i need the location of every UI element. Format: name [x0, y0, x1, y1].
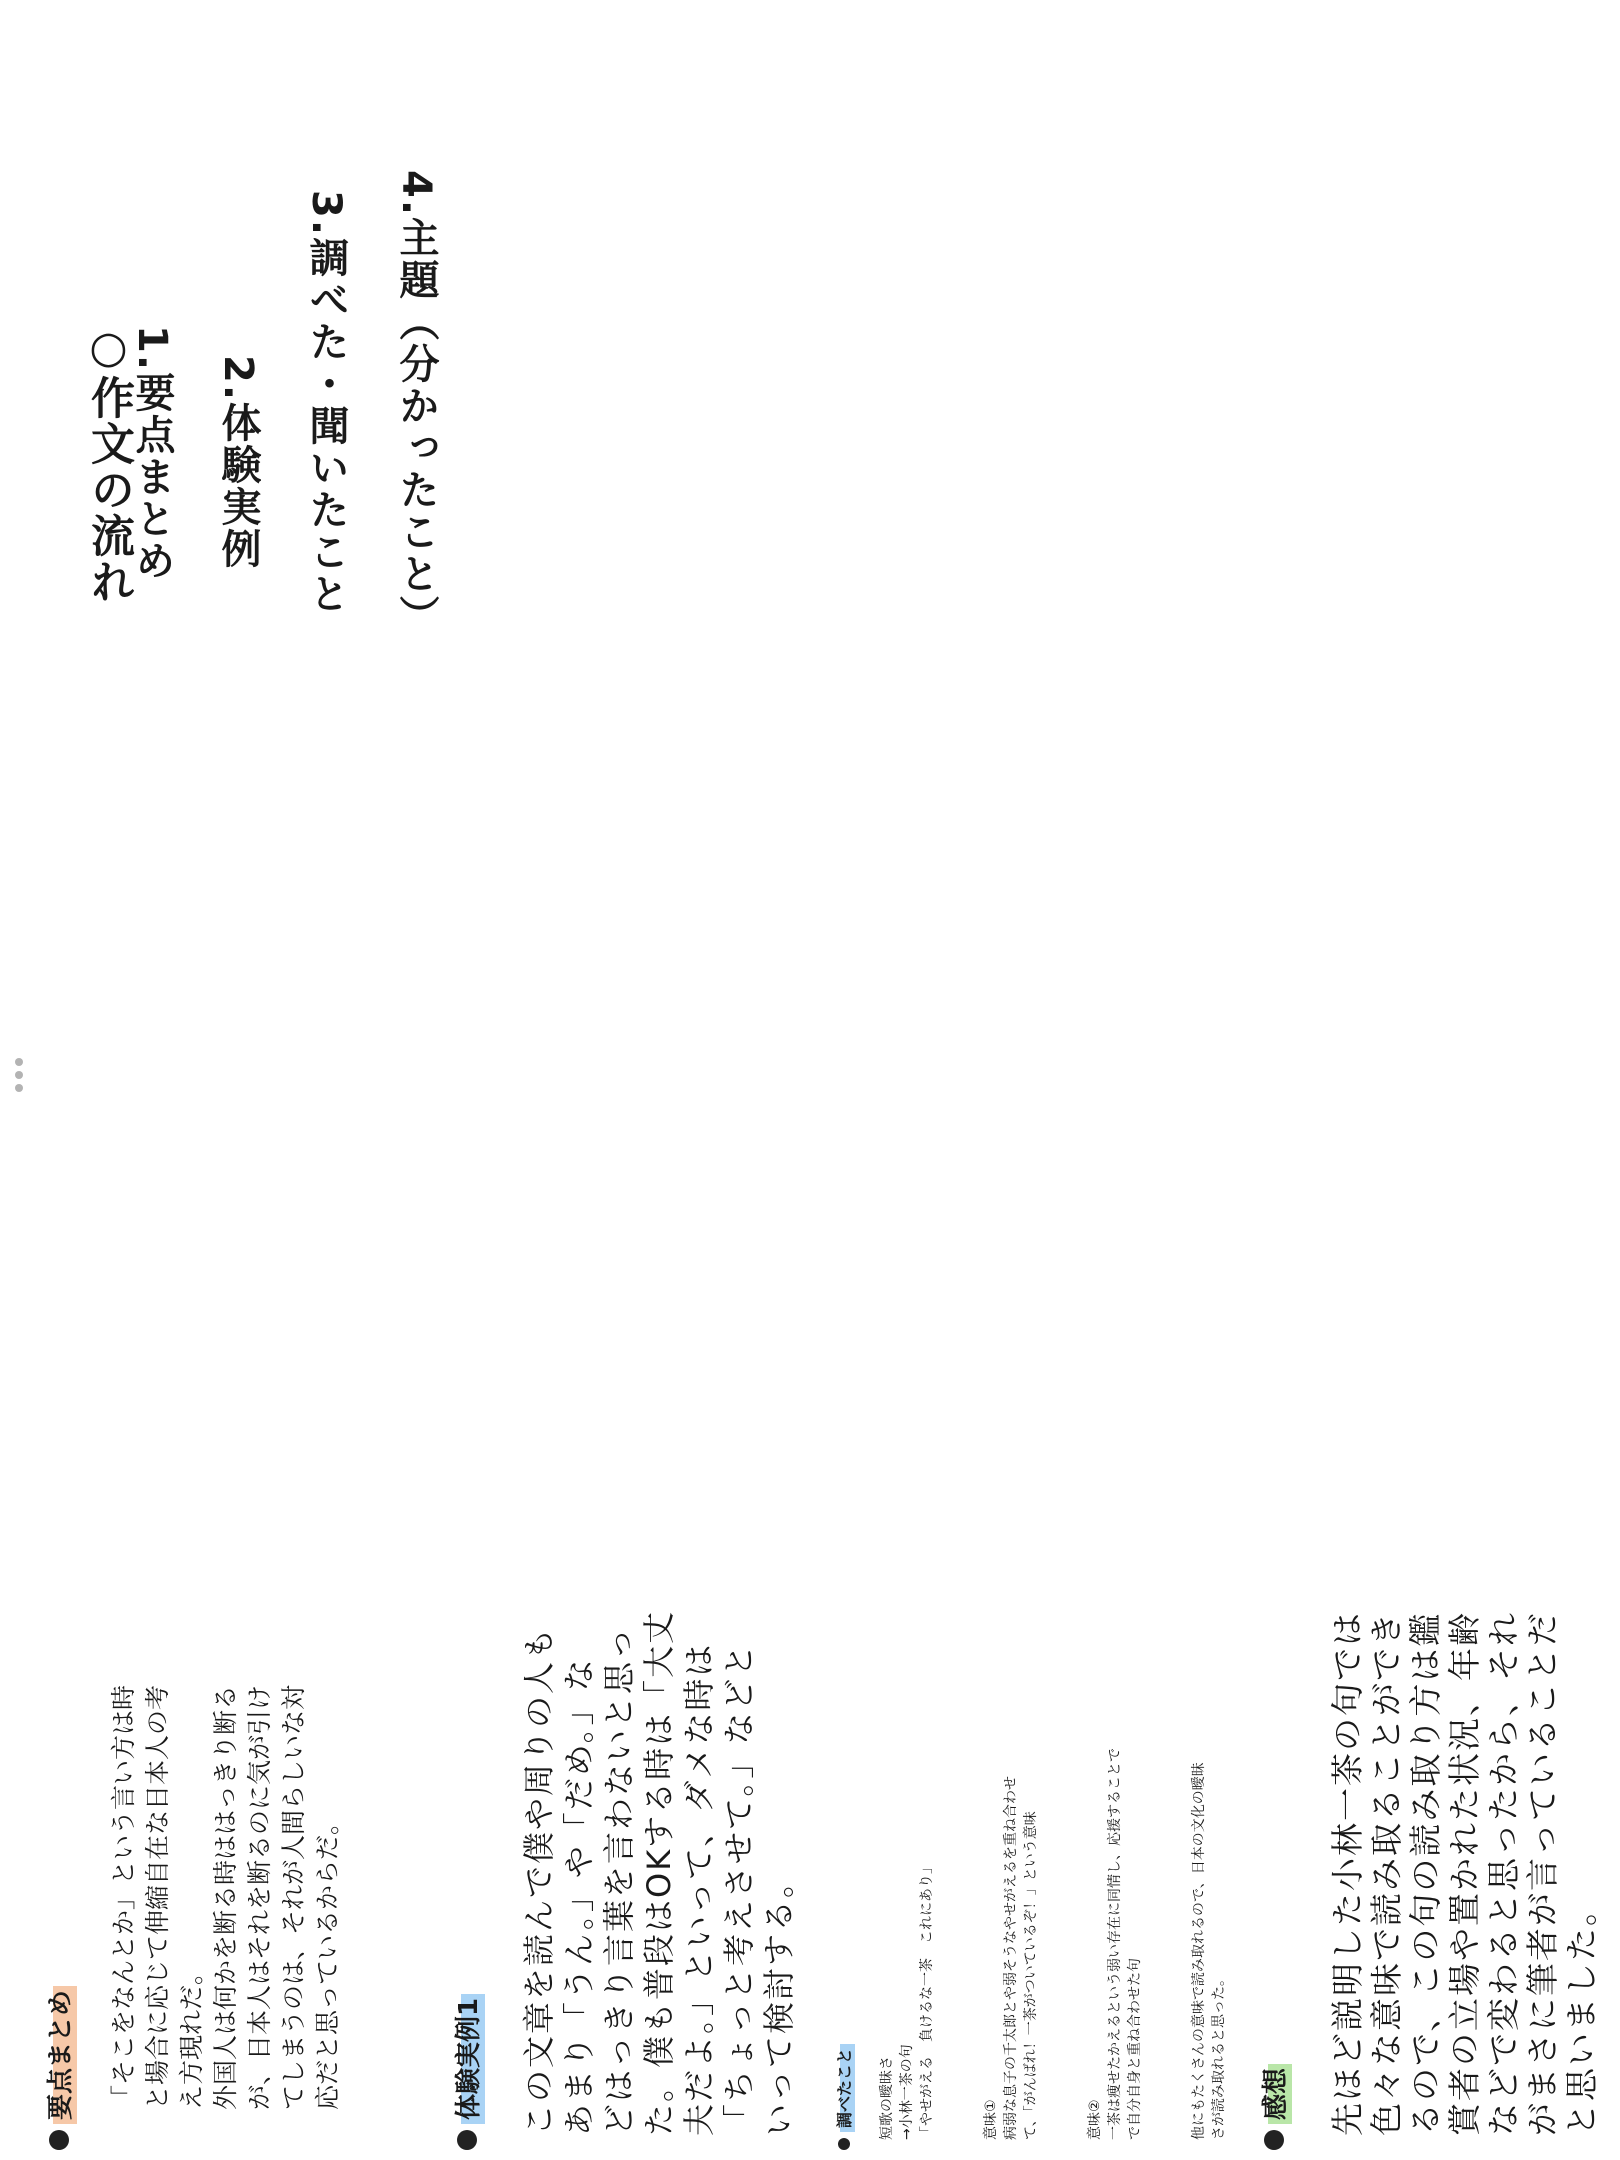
impression-line: 先ほど説明した小林一茶の句では [1328, 1611, 1367, 2136]
research-line: 意味① [983, 2099, 999, 2140]
experience-line: どはっきり言葉を言わないと思っ [600, 1625, 638, 2136]
bullet-icon [49, 2130, 69, 2150]
summary-line: てしまうのは、それが人間らしいな対 [279, 1684, 308, 2110]
research-line: 他にもたくさんの意味で読み取れるので、日本の文化の曖昧 [1191, 1762, 1207, 2140]
experience-heading: 体験実例1 [448, 1610, 485, 2150]
summary-line: え方現れだ。 [177, 1959, 206, 2110]
impression-line: と思いました。 [1562, 1891, 1601, 2136]
bullet-icon [838, 2138, 850, 2150]
experience-line: た。僕も普段はOKする時は「大丈 [640, 1609, 678, 2136]
research-spacer [937, 1748, 981, 2140]
outline-item-3: 3.調べた・聞いたこと [303, 190, 349, 616]
drag-handle-icon[interactable] [15, 1058, 23, 1092]
research-line: 一茶は痩せたかえるという弱い存在に同情し、応援することで [1107, 1748, 1123, 2140]
bullet-icon [1264, 2130, 1284, 2150]
research-line: て、「がんばれ！一茶がついているぞ！」という意味 [1023, 1811, 1039, 2140]
impression-line: 色々な意味で読み取ることができ [1367, 1611, 1406, 2136]
summary-section [40, 1685, 345, 2150]
research-line: 病弱な息子の千太郎とや弱そうなやせがえるを重ね合わせ [1003, 1776, 1019, 2140]
outline-item-1: 1.要点まとめ [129, 325, 175, 583]
impression-line: るので、この句の読み取り方は鑑 [1406, 1611, 1445, 2136]
research-line: 意味② [1087, 2099, 1103, 2140]
research-spacer [1145, 1748, 1189, 2140]
research-section [832, 1748, 1229, 2150]
outline-item-4: 4.主題（分かったこと） [393, 170, 439, 638]
experience-line: この文章を読んで僕や周りの人も [520, 1625, 558, 2136]
bullet-icon [457, 2130, 477, 2150]
summary-line: 「そこをなんとか」という言い方は時 [109, 1684, 138, 2110]
research-line: さが読み取れると思った。 [1211, 1972, 1227, 2140]
summary-line: 外国人は何かを断る時ははっきり断る [211, 1684, 240, 2110]
research-spacer [1041, 1748, 1085, 2140]
experience-line: 「ちょっと考えさせて。」などと [720, 1642, 758, 2136]
experience-line: いって検討する。 [760, 1863, 798, 2136]
research-line: →小林一茶の句 [899, 2044, 915, 2140]
summary-line: が、日本人はそれを断るのに気が引け [245, 1684, 274, 2110]
impression-line: 賞者の立場や置かれた状況、年齢 [1445, 1611, 1484, 2136]
outline-title: ○作文の流れ [83, 322, 134, 605]
impression-section [1255, 1611, 1601, 2150]
experience-section [448, 1610, 799, 2150]
research-heading: 調べたこと [832, 1748, 855, 2150]
impression-line: がまさに筆者が言っていることだ [1523, 1611, 1562, 2136]
research-line: 短歌の曖昧さ [879, 2056, 895, 2140]
research-line: で自分自身と重ね合わせた句 [1127, 1958, 1143, 2140]
summary-line: 応だと思っているからだ。 [313, 1809, 342, 2110]
research-line: 「やせがえる 負けるな一茶 これにあり」 [919, 1860, 935, 2140]
impression-heading: 感想 [1255, 1611, 1292, 2150]
experience-line: 夫だよ。」といって、ダメな時は [680, 1642, 718, 2136]
summary-heading: 要点まとめ [40, 1685, 77, 2150]
outline-item-2: 2.体験実例 [215, 355, 261, 571]
impression-line: などで変わると思ったから、それ [1484, 1611, 1523, 2136]
summary-line: と場合に応じて伸縮自在な日本人の考 [143, 1684, 172, 2110]
experience-line: あまり「うん。」や「だめ。」な [560, 1657, 598, 2136]
